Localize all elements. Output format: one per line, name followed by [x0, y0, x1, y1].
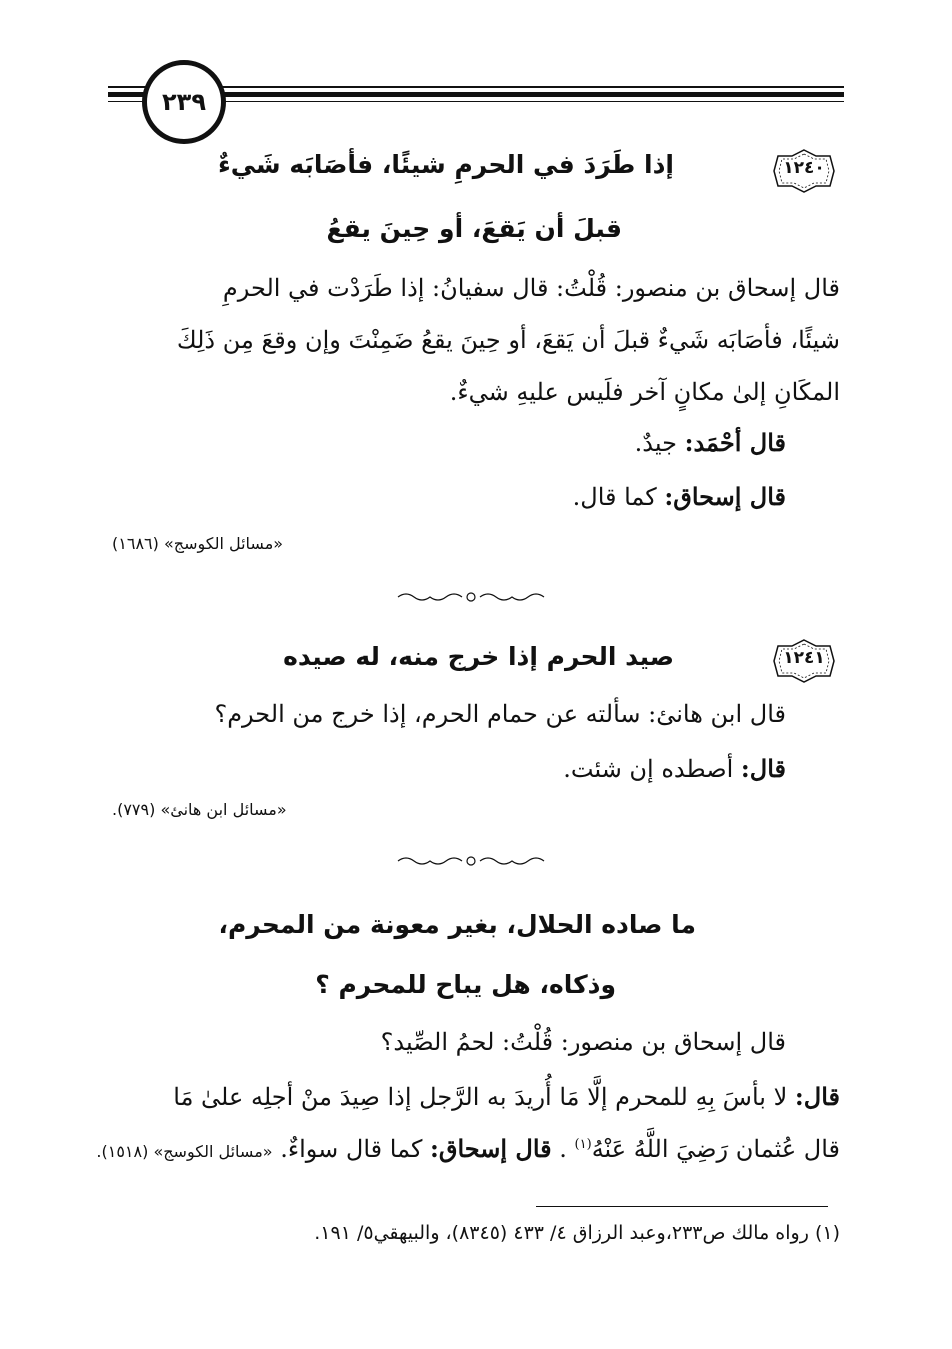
- speaker-label: قال:: [740, 754, 786, 783]
- section-title: صيد الحرم إذا خرج منه، له صيده: [283, 642, 674, 671]
- text-line: المكَانِ إلىٰ مكانٍ آخر فلَيس عليهِ شيءٌ.: [449, 378, 840, 406]
- section-title-cont: قبلَ أن يَقعَ، أو حِينَ يقعُ: [326, 214, 622, 243]
- text-line: قال إسحاق بن منصور: قُلْتُ: قال سفيانُ: إذا طَرَدْت في الحرمِ: [222, 274, 840, 302]
- statement-text: لا بأسَ بِهِ للمحرم إلَّا مَا أُريدَ به الرَّجل إذا صِيدَ منْ أجلِه علىٰ مَا: [173, 1083, 788, 1111]
- speaker-label: قال أحْمَد:: [684, 428, 786, 457]
- section-number: ١٢٤١: [783, 648, 825, 668]
- footnote: [314, 1222, 840, 1244]
- section-title-cont: وذكاه، هل يباح للمحرم ؟: [315, 970, 616, 999]
- text-line: شيئًا، فأصَابَه شَيءٌ قبلَ أن يَقعَ، أو حِينَ يقعُ ضَمِنْتَ وإن وقعَ مِن ذَلِكَ: [176, 326, 840, 354]
- divider-ornament-icon: [396, 854, 546, 868]
- text-line: قال ابن هانئ: سألته عن حمام الحرم، إذا خرج من الحرم؟: [214, 700, 786, 728]
- speaker-label: قال إسحاق:: [664, 482, 786, 511]
- section-number-badge: [772, 638, 836, 684]
- statement-text: كما قال سواءٌ.: [280, 1135, 423, 1163]
- text-line: قال عُثمان رَضِيَ اللَّهُ عَنْهُ$^{(١)}$ . قال إسحاق: كما قال سواءٌ. «مسائل الكوسج» (١٥١٨).: [96, 1134, 840, 1163]
- statement-text: جيدٌ.: [634, 429, 677, 457]
- page-number: ٢٣٩: [142, 60, 226, 144]
- text-line: قال إسحاق بن منصور: قُلْتُ: لحمُ الصِّيد؟: [380, 1028, 786, 1056]
- statement-text: أصطده إن شئت.: [563, 755, 734, 783]
- ishaq-statement: [573, 482, 786, 511]
- footnote-ref[interactable]: (١): [574, 1137, 592, 1152]
- text-line: [173, 1082, 840, 1111]
- footnote-text: رواه مالك ص٢٣٣،وعبد الرزاق ٤/ ٤٣٣ (٨٣٤٥)، والبيهقي٥/ ١٩١.: [314, 1222, 809, 1244]
- answer-statement: [563, 754, 786, 783]
- section-number-badge: [772, 148, 836, 194]
- footnote-rule: [536, 1206, 828, 1207]
- speaker-label: قال إسحاق:: [430, 1134, 552, 1163]
- footnote-marker: (١): [814, 1222, 840, 1244]
- speaker-label: قال:: [794, 1082, 840, 1111]
- divider-ornament-icon: [396, 590, 546, 604]
- source-citation: «مسائل الكوسج» (١٦٨٦): [112, 534, 284, 553]
- section-number: ١٢٤٠: [783, 158, 825, 178]
- section-title: إذا طَرَدَ في الحرمِ شيئًا، فأصَابَه شَيءٌ: [217, 150, 674, 179]
- source-citation: «مسائل الكوسج» (١٥١٨).: [96, 1142, 273, 1161]
- statement-text: قال عُثمان رَضِيَ اللَّهُ عَنْهُ: [591, 1135, 840, 1163]
- source-citation: «مسائل ابن هانئ» (٧٧٩).: [112, 800, 287, 819]
- ahmad-statement: [635, 428, 786, 457]
- statement-text: كما قال.: [572, 483, 657, 511]
- section-title: ما صاده الحلال، بغير معونة من المحرم،: [218, 910, 696, 939]
